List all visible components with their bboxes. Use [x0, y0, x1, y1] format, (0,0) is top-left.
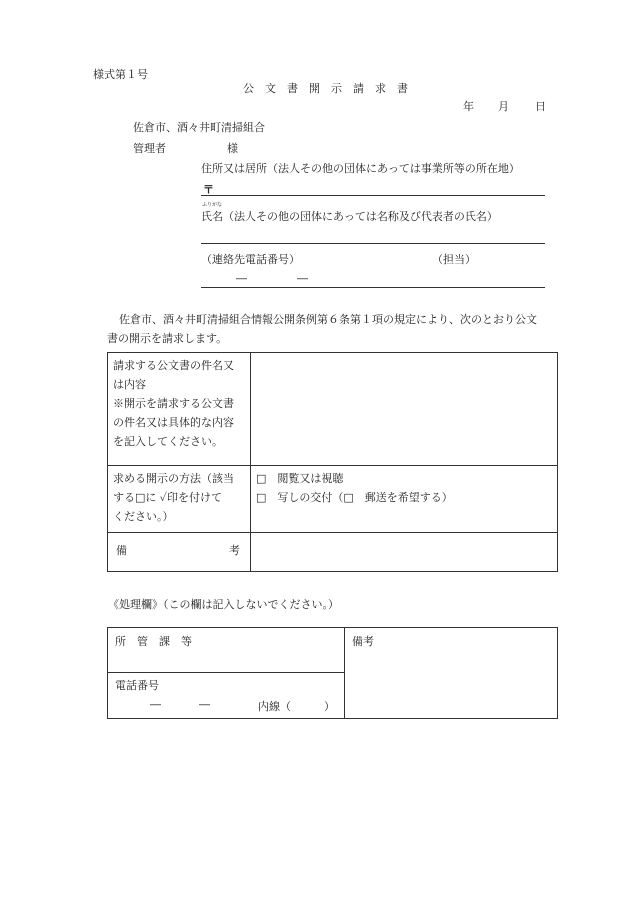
date-month: 月	[498, 100, 509, 113]
address-label: 住所又は居所（法人その他の団体にあっては事業所等の所在地）	[201, 162, 520, 175]
method-label-line: 求める開示の方法（該当	[113, 472, 234, 485]
remarks-label-right: 考	[229, 544, 240, 557]
processing-table	[107, 627, 558, 719]
phone-dash-1: ―	[236, 272, 247, 285]
option-view-checkbox[interactable]: □ 閲覧又は視聴	[256, 472, 344, 485]
processing-heading: 《処理欄》（この欄は記入しないでください。）	[108, 598, 339, 611]
furigana-label: ふりがな	[202, 202, 223, 208]
remarks-label-cell	[108, 533, 251, 572]
phone-dash-2: ―	[297, 272, 308, 285]
processing-phone-cell[interactable]	[108, 673, 345, 719]
body-text-line-2: 書の開示を請求します。	[107, 332, 228, 345]
processing-extension-label: 内線（ ）	[258, 700, 335, 713]
name-label: 氏名（法人その他の団体にあっては名称及び代表者の氏名）	[201, 210, 498, 223]
method-label-line: ください。）	[113, 510, 174, 523]
subject-label-cell	[108, 353, 251, 466]
method-label-line: する□に ✓印を付けて	[113, 491, 222, 504]
addressee-role: 管理者	[133, 142, 166, 155]
processing-phone-label: 電話番号	[115, 679, 159, 692]
department-cell[interactable]	[108, 628, 345, 673]
subject-value-cell[interactable]	[251, 353, 558, 466]
date-year: 年	[463, 100, 474, 113]
person-in-charge-label: （担当）	[432, 253, 476, 266]
body-text-line-1: 佐倉市、酒々井町清掃組合情報公開条例第６条第１項の規定により、次のとおり公文	[119, 313, 537, 326]
subject-note-line: の件名又は具体的な内容	[113, 416, 234, 429]
option-copy-checkbox[interactable]: □ 写しの交付（□ 郵送を希望する）	[256, 491, 453, 504]
processing-remarks-label: 備考	[352, 635, 374, 648]
remarks-value-cell[interactable]	[251, 533, 558, 572]
date-day: 日	[535, 100, 546, 113]
subject-note-line: ※開示を請求する公文書	[113, 397, 234, 410]
name-line[interactable]	[201, 243, 545, 244]
addressee-honorific: 様	[227, 142, 238, 155]
method-label-cell	[108, 466, 251, 533]
addressee-organization: 佐倉市、酒々井町清掃組合	[133, 121, 265, 134]
department-label: 所 管 課 等	[115, 635, 192, 648]
request-table	[107, 352, 558, 572]
phone-line[interactable]	[201, 287, 545, 288]
processing-phone-dash-2: ―	[199, 698, 210, 711]
postal-mark: 〒	[203, 183, 214, 196]
phone-label: （連絡先電話番号）	[201, 253, 300, 266]
processing-remarks-cell[interactable]	[345, 628, 558, 719]
form-title: 公 文 書 開 示 請 求 書	[243, 82, 408, 95]
remarks-label-left: 備	[116, 544, 127, 557]
subject-label-line: 請求する公文書の件名又	[113, 359, 234, 372]
address-line[interactable]	[201, 195, 545, 196]
subject-note-line: を記入してください。	[113, 435, 223, 448]
processing-phone-dash-1: ―	[150, 698, 161, 711]
subject-label-line: は内容	[113, 378, 146, 391]
form-number: 様式第１号	[93, 68, 148, 81]
method-options-cell	[251, 466, 558, 533]
